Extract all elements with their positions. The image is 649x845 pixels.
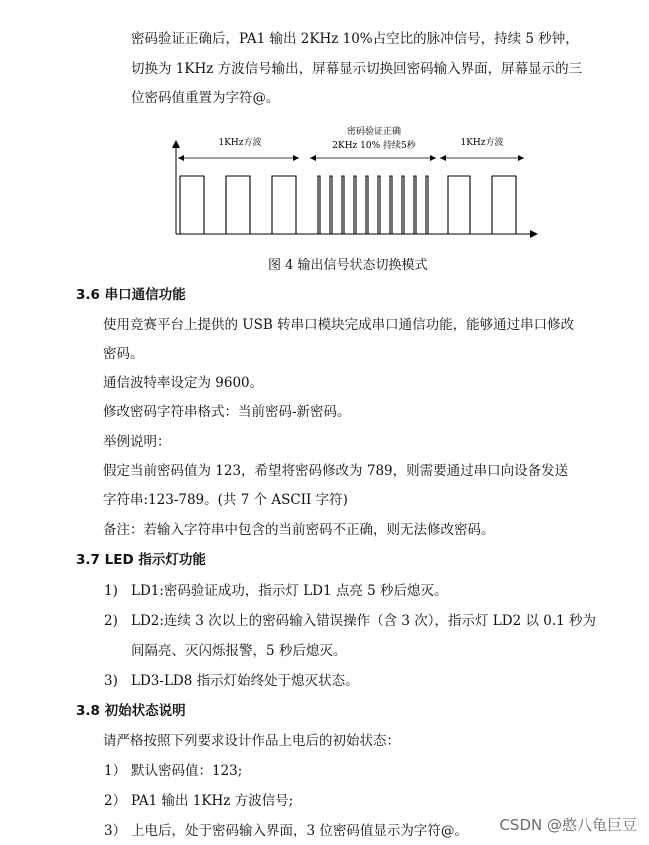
s36-para-6: 备注：若输入字符串中包含的当前密码不正确，则无法修改密码。 <box>103 522 495 538</box>
csdn-watermark: CSDN @憨八龟巨豆 <box>499 816 637 834</box>
intro-line-2: 切换为 1KHz 方波信号输出，屏幕显示切换回密码输入界面，屏幕显示的三 <box>131 61 583 77</box>
section-3-8-heading: 3.8 初始状态说明 <box>76 703 186 719</box>
section-3-7-heading: 3.7 LED 指示灯功能 <box>76 552 206 568</box>
s36-para-5b: 字符串:123-789。(共 7 个 ASCII 字符) <box>103 492 348 508</box>
s37-item-1-num: 1) <box>104 583 118 599</box>
s38-item-3-num: 3） <box>104 823 127 839</box>
signal-waveform-figure <box>160 118 540 246</box>
s37-item-3-num: 3) <box>104 673 118 689</box>
intro-line-3: 位密码值重置为字符@。 <box>131 90 280 106</box>
s37-item-2b: 间隔亮、灭闪烁报警，5 秒后熄灭。 <box>131 643 347 659</box>
s36-para-1b: 密码。 <box>103 346 144 362</box>
s38-item-2: PA1 输出 1KHz 方波信号; <box>131 793 294 809</box>
s38-item-1: 默认密码值：123; <box>131 763 243 779</box>
s37-item-1: LD1:密码验证成功，指示灯 LD1 点亮 5 秒后熄灭。 <box>131 583 448 599</box>
label-mid-verify: 密码验证正确 <box>346 127 402 137</box>
figure-caption: 图 4 输出信号状态切换模式 <box>268 258 428 273</box>
label-left-1khz: 1KHz方波 <box>218 138 262 148</box>
s36-para-1a: 使用竞赛平台上提供的 USB 转串口模块完成串口通信功能，能够通过串口修改 <box>103 317 575 333</box>
s36-para-5a: 假定当前密码值为 123，希望将密码修改为 789，则需要通过串口向设备发送 <box>103 463 569 479</box>
s37-item-2-num: 2) <box>104 613 118 629</box>
label-right-1khz: 1KHz方波 <box>460 138 504 148</box>
s36-para-4: 举例说明： <box>103 434 171 450</box>
section-3-6-heading: 3.6 串口通信功能 <box>76 287 186 303</box>
s38-item-3: 上电后，处于密码输入界面，3 位密码值显示为字符@。 <box>131 823 468 839</box>
s38-item-2-num: 2） <box>104 793 127 809</box>
s38-item-1-num: 1） <box>104 763 127 779</box>
s36-para-3: 修改密码字符串格式：当前密码-新密码。 <box>103 404 351 420</box>
s36-para-2: 通信波特率设定为 9600。 <box>103 375 264 391</box>
s38-para-1: 请严格按照下列要求设计作品上电后的初始状态： <box>103 733 400 749</box>
s37-item-3: LD3-LD8 指示灯始终处于熄灭状态。 <box>131 673 359 689</box>
label-mid-2khz: 2KHz 10% 持续5秒 <box>332 141 416 151</box>
s37-item-2a: LD2:连续 3 次以上的密码输入错误操作（含 3 次），指示灯 LD2 以 0.1 秒为 <box>131 613 597 629</box>
intro-line-1: 密码验证正确后，PA1 输出 2KHz 10%占空比的脉冲信号，持续 5 秒钟， <box>131 31 579 47</box>
